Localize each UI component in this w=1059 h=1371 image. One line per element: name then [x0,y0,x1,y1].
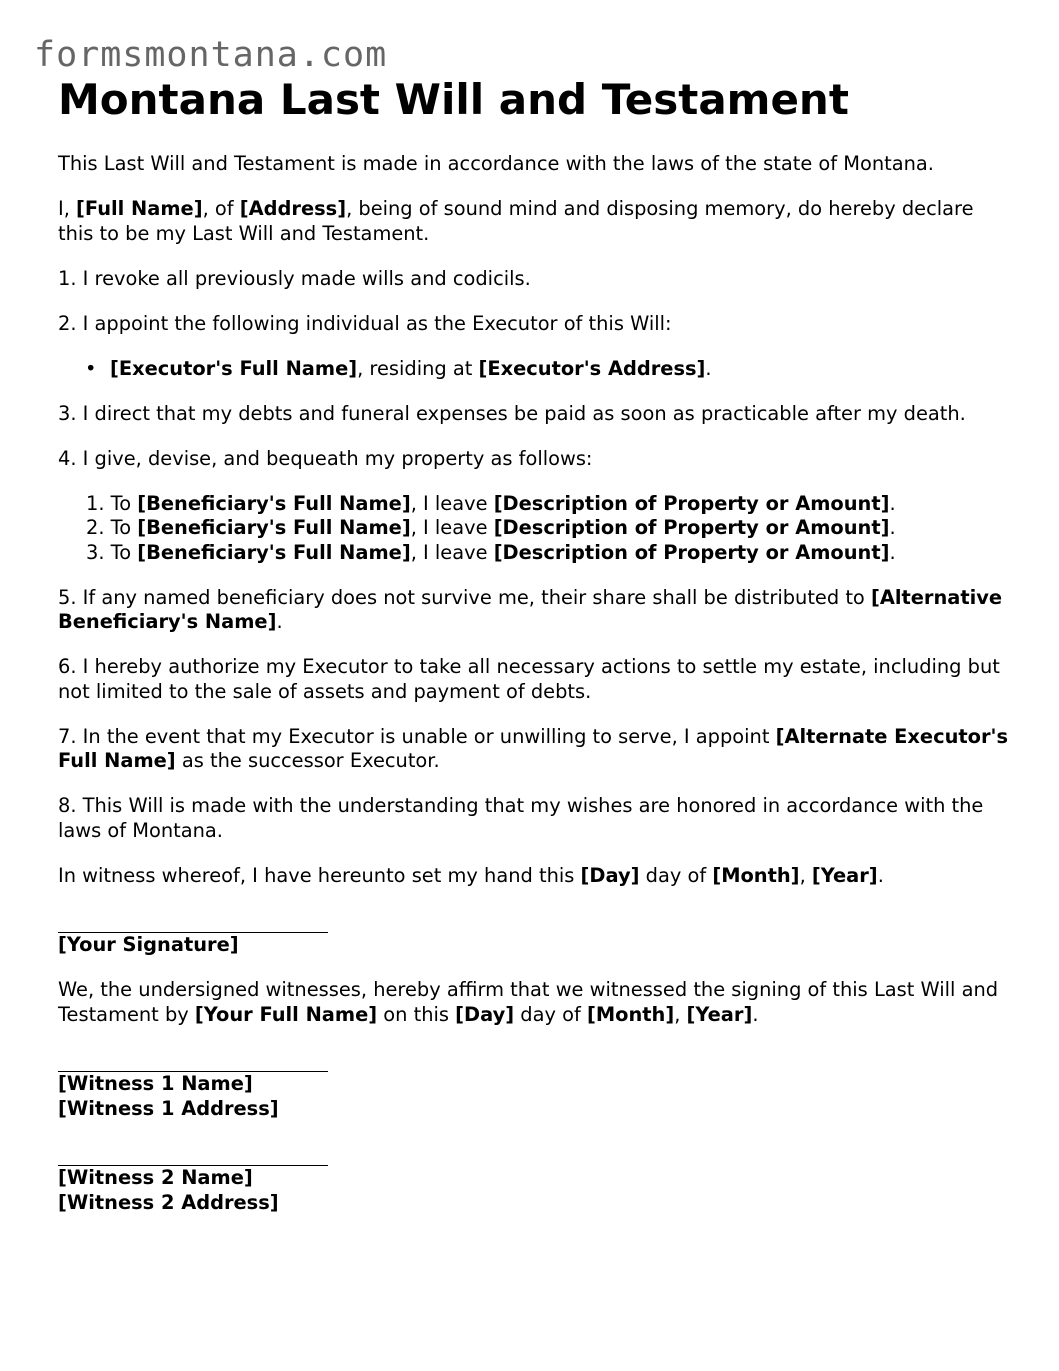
month-placeholder: [Month] [586,1002,675,1026]
witness-1-signature-line[interactable] [58,1048,328,1073]
witness-2-block [58,1142,1008,1216]
witness-1-name: [Witness 1 Name] [58,1072,253,1095]
bequest-list [58,492,1008,566]
beneficiary-name-placeholder: [Beneficiary's Full Name] [137,491,411,515]
witness-2-address: [Witness 2 Address] [58,1190,279,1214]
clause-8: 8. This Will is made with the understanding that my wishes are honored in accordance with the laws of Montana. [58,794,984,842]
declaration-paragraph: I, [Full Name], of [Address], being of sound mind and disposing memory, do hereby declare this to be my Last Will and Testament. [58,197,974,245]
clause-3: 3. I direct that my debts and funeral expenses be paid as soon as practicable after my death. [58,401,966,425]
bequest-item: 1. To [Beneficiary's Full Name], I leave [Description of Property or Amount]. [86,491,896,515]
witness-1-address: [Witness 1 Address] [58,1096,279,1120]
intro-paragraph: This Last Will and Testament is made in accordance with the laws of the state of Montana. [58,152,934,175]
executor-item: • [Executor's Full Name], residing at [Executor's Address]. [85,356,712,380]
executor-list [58,357,1008,382]
bequest-item: 2. To [Beneficiary's Full Name], I leave [Description of Property or Amount]. [86,516,896,539]
clause-4: 4. I give, devise, and bequeath my property as follows: [58,446,593,470]
witness-2-name: [Witness 2 Name] [58,1166,253,1189]
signature-label: [Your Signature] [58,933,239,956]
signature-line[interactable] [58,909,328,934]
executor-address-placeholder: [Executor's Address] [478,356,706,380]
property-description-placeholder: [Description of Property or Amount] [493,540,890,564]
bequest-item: 3. To [Beneficiary's Full Name], I leave [Description of Property or Amount]. [86,540,896,564]
will-body [58,152,1008,1236]
executor-name-placeholder: [Executor's Full Name] [110,356,358,380]
testator-signature-block [58,909,1008,958]
alternate-executor-placeholder: [Alternate Executor's Full Name] [58,724,1009,772]
site-watermark: formsmontana.com [34,35,388,75]
attestation-paragraph: We, the undersigned witnesses, hereby affirm that we witnessed the signing of this Last Will and Testament by [Your Full Name] on this [Day] day of [Month], [Year]. [58,978,999,1026]
full-name-placeholder: [Your Full Name] [194,1002,378,1026]
clause-5: 5. If any named beneficiary does not survive me, their share shall be distributed to [Alternative Beneficiary's Name]. [58,585,1003,633]
document-title: Montana Last Will and Testament [58,75,849,124]
witness-2-signature-line[interactable] [58,1142,328,1167]
clause-1: 1. I revoke all previously made wills and codicils. [58,266,531,290]
address-placeholder: [Address] [239,197,347,220]
clause-7: 7. In the event that my Executor is unable or unwilling to serve, I appoint [Alternate Executor's Full Name] as the successor Executor. [58,724,1009,772]
beneficiary-name-placeholder: [Beneficiary's Full Name] [137,516,411,539]
alternative-beneficiary-placeholder: [Alternative Beneficiary's Name] [58,585,1003,633]
bullet-icon: • [85,356,97,380]
day-placeholder: [Day] [580,863,640,887]
day-placeholder: [Day] [455,1002,515,1026]
property-description-placeholder: [Description of Property or Amount] [493,516,890,539]
year-placeholder: [Year] [811,863,878,887]
month-placeholder: [Month] [712,863,800,887]
witness-1-block [58,1048,1008,1122]
clause-2: 2. I appoint the following individual as the Executor of this Will: [58,311,672,335]
full-name-placeholder: [Full Name] [76,197,203,220]
year-placeholder: [Year] [686,1002,753,1026]
property-description-placeholder: [Description of Property or Amount] [493,491,890,515]
clause-6: 6. I hereby authorize my Executor to take all necessary actions to settle my estate, including but not limited to the sale of assets and payment of debts. [58,655,1000,703]
witness-whereof-clause: In witness whereof, I have hereunto set my hand this [Day] day of [Month], [Year]. [58,863,884,887]
beneficiary-name-placeholder: [Beneficiary's Full Name] [137,540,411,564]
